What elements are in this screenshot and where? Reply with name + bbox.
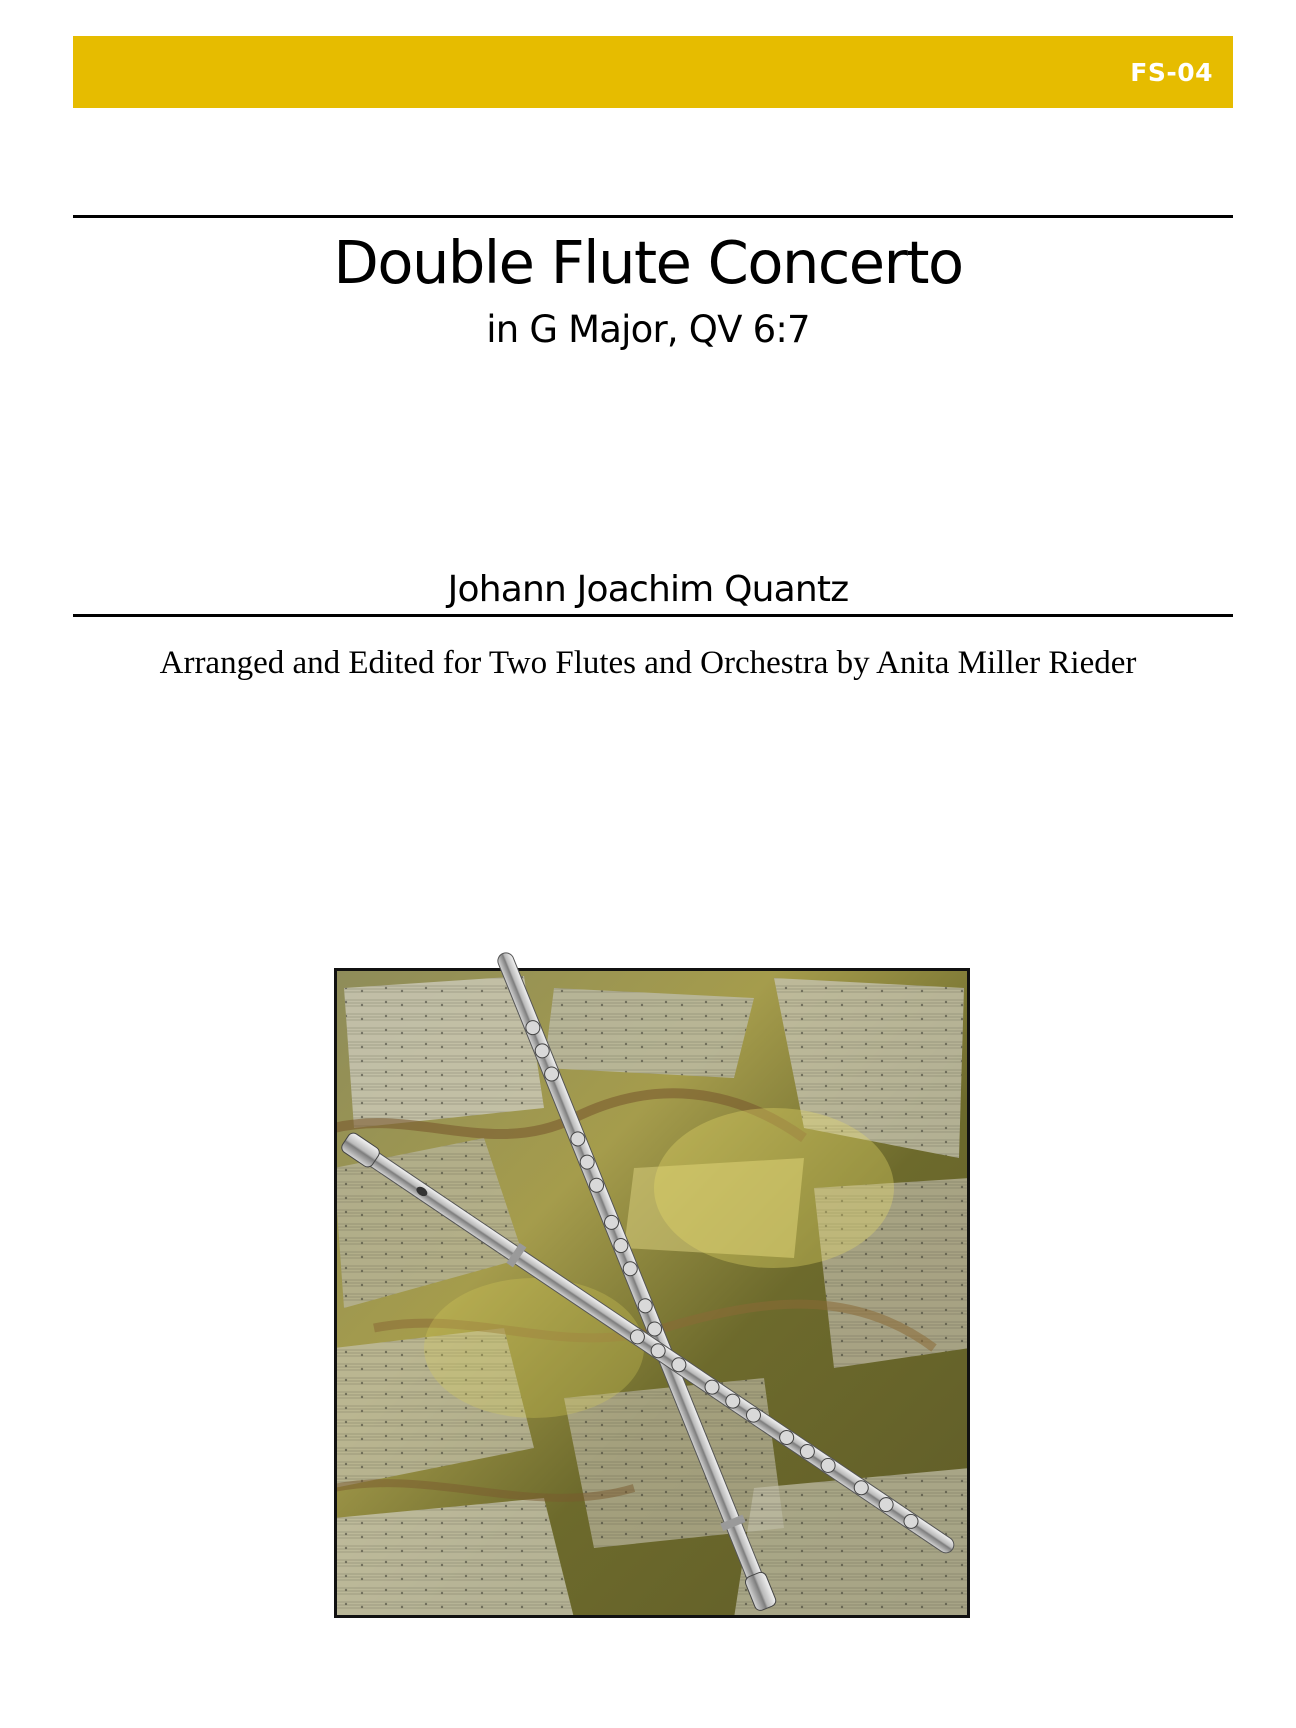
cover-art xyxy=(334,928,970,1618)
page-subtitle: in G Major, QV 6:7 xyxy=(486,308,810,351)
composer-rule xyxy=(73,614,1233,617)
composer-name: Johann Joachim Quantz xyxy=(447,569,849,610)
top-rule xyxy=(73,215,1233,218)
arranger-line: Arranged and Edited for Two Flutes and Orchestra by Anita Miller Rieder xyxy=(159,645,1137,681)
page-title: Double Flute Concerto xyxy=(333,228,963,297)
header-banner xyxy=(73,36,1233,108)
catalog-code: FS-04 xyxy=(1130,58,1213,87)
